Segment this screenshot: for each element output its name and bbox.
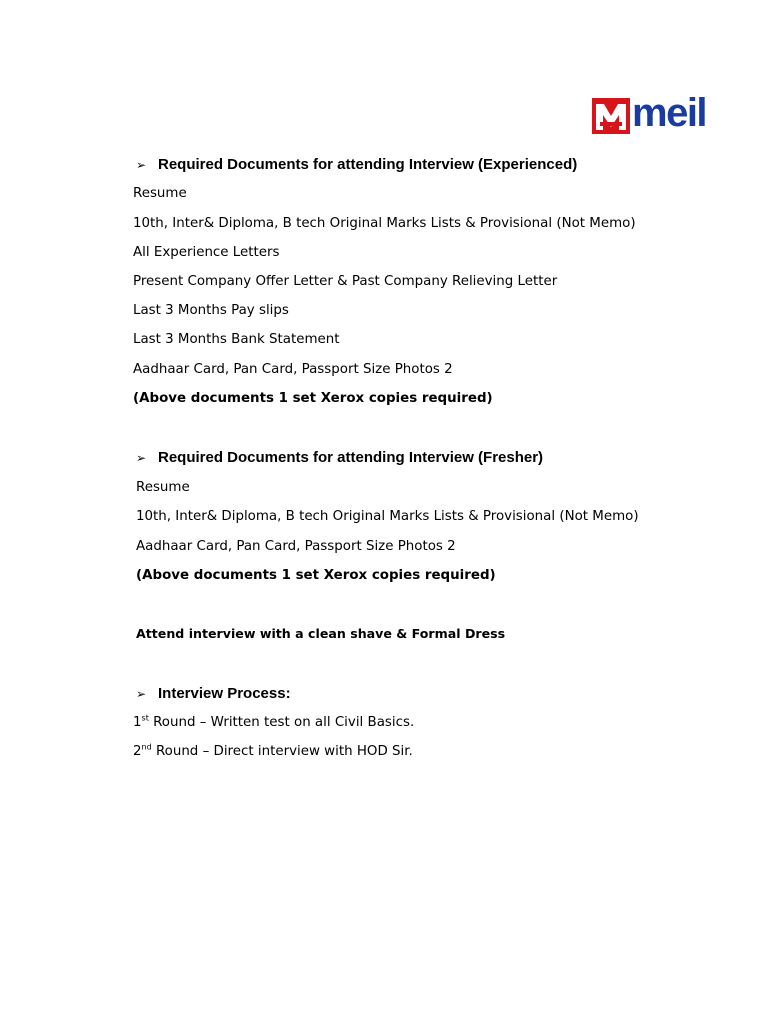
- fresher-note: (Above documents 1 set Xerox copies required): [136, 568, 496, 583]
- round-ordinal: st: [141, 713, 149, 723]
- round-number: 1: [133, 715, 142, 730]
- fresher-heading-text: Required Documents for attending Interview (Fresher): [158, 449, 544, 466]
- meil-logo: [592, 91, 722, 136]
- round-text: Round – Written test on all Civil Basics.: [148, 715, 415, 730]
- round-item: [133, 715, 414, 730]
- arrow-bullet-icon: ➢: [136, 686, 147, 701]
- list-item: 10th, Inter& Diploma, B tech Original Marks Lists & Provisional (Not Memo): [136, 509, 639, 524]
- round-item: [133, 744, 413, 759]
- experienced-heading-text: Required Documents for attending Interview (Experienced): [158, 156, 578, 173]
- list-item: 10th, Inter& Diploma, B tech Original Marks Lists & Provisional (Not Memo): [133, 216, 636, 231]
- list-item: Resume: [133, 186, 187, 201]
- fresher-heading: [136, 449, 543, 466]
- round-text: Round – Direct interview with HOD Sir.: [151, 744, 413, 759]
- list-item: All Experience Letters: [133, 245, 280, 260]
- dress-note: Attend interview with a clean shave & Formal Dress: [136, 626, 506, 641]
- arrow-bullet-icon: ➢: [136, 157, 147, 172]
- list-item: Aadhaar Card, Pan Card, Passport Size Photos 2: [136, 539, 456, 554]
- arrow-bullet-icon: ➢: [136, 450, 147, 465]
- experienced-note: (Above documents 1 set Xerox copies required): [133, 391, 493, 406]
- experienced-heading: [136, 156, 577, 173]
- list-item: Last 3 Months Pay slips: [133, 303, 289, 318]
- process-heading-text: Interview Process:: [158, 685, 291, 702]
- round-number: 2: [133, 744, 142, 759]
- list-item: Last 3 Months Bank Statement: [133, 332, 340, 347]
- meil-emblem-icon: [592, 98, 630, 134]
- list-item: Resume: [136, 480, 190, 495]
- logo-text: meil: [632, 91, 707, 135]
- round-ordinal: nd: [141, 742, 152, 752]
- list-item: Present Company Offer Letter & Past Company Relieving Letter: [133, 274, 558, 289]
- list-item: Aadhaar Card, Pan Card, Passport Size Photos 2: [133, 362, 453, 377]
- process-heading: [136, 685, 291, 702]
